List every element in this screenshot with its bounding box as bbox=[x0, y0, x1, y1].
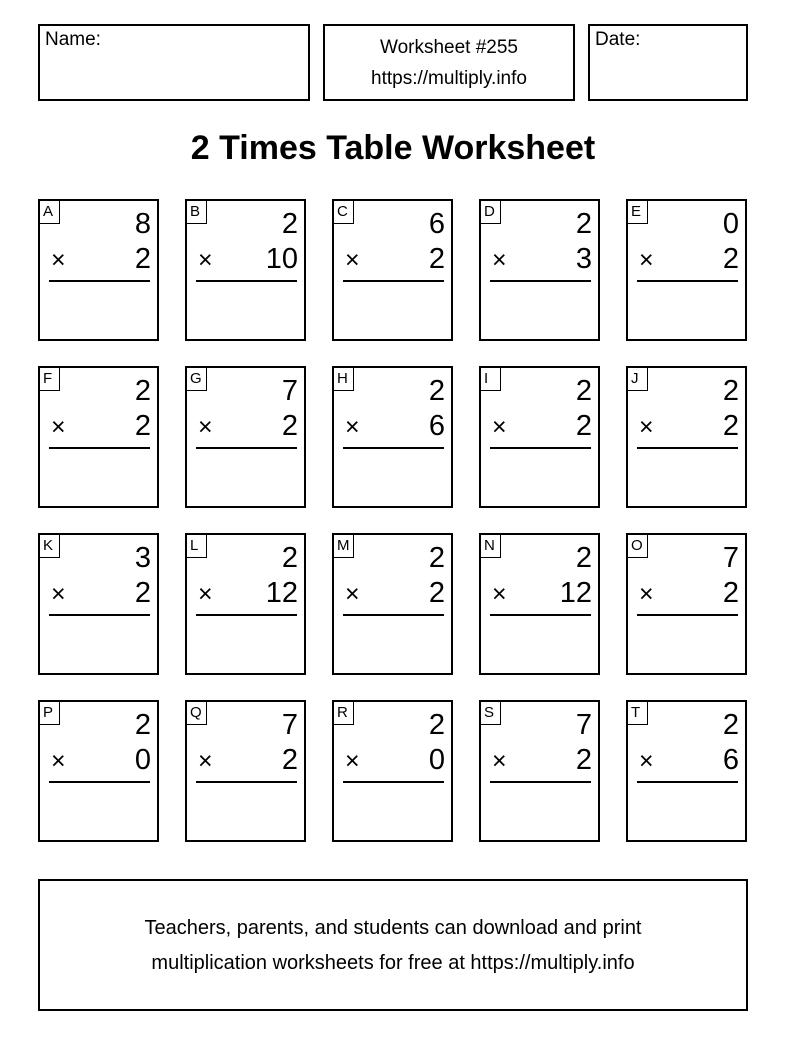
problem-bottom-number: 3 bbox=[575, 243, 592, 275]
answer-line bbox=[637, 447, 738, 449]
problem-box bbox=[626, 700, 747, 842]
problem-box bbox=[185, 366, 306, 508]
problem-letter: D bbox=[480, 200, 501, 224]
problem-box bbox=[38, 366, 159, 508]
problem-top-number: 2 bbox=[428, 375, 445, 407]
answer-line bbox=[49, 781, 150, 783]
multiply-sign: × bbox=[492, 580, 507, 608]
multiply-sign: × bbox=[198, 747, 213, 775]
answer-line bbox=[343, 781, 444, 783]
problem-letter: K bbox=[39, 534, 60, 558]
footer-box bbox=[38, 879, 748, 1011]
problem-top-number: 2 bbox=[575, 542, 592, 574]
answer-line bbox=[196, 781, 297, 783]
date-label: Date: bbox=[595, 29, 641, 50]
problem-bottom-number: 2 bbox=[428, 577, 445, 609]
multiply-sign: × bbox=[345, 246, 360, 274]
problem-top-number: 2 bbox=[722, 709, 739, 741]
problem-box bbox=[626, 199, 747, 341]
problem-bottom-number: 2 bbox=[134, 243, 151, 275]
problem-bottom-number: 10 bbox=[265, 243, 298, 275]
problem-bottom-number: 6 bbox=[428, 410, 445, 442]
multiply-sign: × bbox=[51, 580, 66, 608]
problem-bottom-number: 2 bbox=[575, 744, 592, 776]
problem-top-number: 8 bbox=[134, 208, 151, 240]
answer-line bbox=[637, 614, 738, 616]
problem-top-number: 2 bbox=[575, 208, 592, 240]
problem-top-number: 2 bbox=[428, 542, 445, 574]
answer-line bbox=[49, 614, 150, 616]
problem-letter: M bbox=[333, 534, 354, 558]
problem-letter: L bbox=[186, 534, 207, 558]
answer-line bbox=[490, 447, 591, 449]
date-field-box bbox=[588, 24, 748, 101]
problem-letter: J bbox=[627, 367, 648, 391]
answer-line bbox=[196, 447, 297, 449]
problem-top-number: 2 bbox=[281, 542, 298, 574]
problem-top-number: 2 bbox=[281, 208, 298, 240]
multiply-sign: × bbox=[198, 246, 213, 274]
answer-line bbox=[343, 447, 444, 449]
problem-bottom-number: 2 bbox=[134, 577, 151, 609]
problem-box bbox=[38, 700, 159, 842]
multiply-sign: × bbox=[639, 246, 654, 274]
multiply-sign: × bbox=[345, 413, 360, 441]
worksheet-info-box bbox=[323, 24, 575, 101]
problem-bottom-number: 2 bbox=[281, 410, 298, 442]
problem-box bbox=[479, 533, 600, 675]
page-title: 2 Times Table Worksheet bbox=[190, 129, 596, 167]
problem-top-number: 2 bbox=[428, 709, 445, 741]
multiply-sign: × bbox=[51, 747, 66, 775]
worksheet-number: Worksheet #255 bbox=[379, 37, 518, 58]
multiply-sign: × bbox=[639, 580, 654, 608]
problem-box bbox=[185, 199, 306, 341]
problem-letter: E bbox=[627, 200, 648, 224]
problem-top-number: 2 bbox=[134, 375, 151, 407]
problem-top-number: 0 bbox=[722, 208, 739, 240]
multiply-sign: × bbox=[639, 747, 654, 775]
problem-top-number: 7 bbox=[575, 709, 592, 741]
answer-line bbox=[343, 614, 444, 616]
problem-box bbox=[332, 199, 453, 341]
problem-letter: R bbox=[333, 701, 354, 725]
problem-box bbox=[38, 199, 159, 341]
problem-bottom-number: 12 bbox=[559, 577, 592, 609]
problem-top-number: 7 bbox=[722, 542, 739, 574]
problem-top-number: 3 bbox=[134, 542, 151, 574]
problem-box bbox=[185, 533, 306, 675]
problem-letter: B bbox=[186, 200, 207, 224]
problem-letter: F bbox=[39, 367, 60, 391]
problem-letter: N bbox=[480, 534, 501, 558]
problem-bottom-number: 12 bbox=[265, 577, 298, 609]
answer-line bbox=[490, 781, 591, 783]
problem-bottom-number: 2 bbox=[722, 410, 739, 442]
multiply-sign: × bbox=[345, 580, 360, 608]
answer-line bbox=[490, 614, 591, 616]
problem-letter: H bbox=[333, 367, 354, 391]
multiply-sign: × bbox=[492, 413, 507, 441]
problem-box bbox=[479, 199, 600, 341]
multiply-sign: × bbox=[345, 747, 360, 775]
problem-bottom-number: 2 bbox=[722, 243, 739, 275]
name-label: Name: bbox=[45, 29, 101, 50]
problem-box bbox=[479, 700, 600, 842]
problem-top-number: 2 bbox=[722, 375, 739, 407]
problem-box bbox=[479, 366, 600, 508]
problem-bottom-number: 0 bbox=[134, 744, 151, 776]
footer-text-line-2: multiplication worksheets for free at https://multiply.info bbox=[151, 952, 635, 974]
answer-line bbox=[196, 614, 297, 616]
problem-top-number: 2 bbox=[134, 709, 151, 741]
multiply-sign: × bbox=[198, 580, 213, 608]
answer-line bbox=[196, 280, 297, 282]
problem-box bbox=[626, 533, 747, 675]
website-url: https://multiply.info bbox=[371, 68, 527, 89]
problem-letter: Q bbox=[186, 701, 207, 725]
problem-box bbox=[38, 533, 159, 675]
multiply-sign: × bbox=[639, 413, 654, 441]
problem-box bbox=[626, 366, 747, 508]
problem-bottom-number: 2 bbox=[428, 243, 445, 275]
name-field-box bbox=[38, 24, 310, 101]
problem-letter: S bbox=[480, 701, 501, 725]
multiply-sign: × bbox=[51, 246, 66, 274]
problem-box bbox=[332, 366, 453, 508]
answer-line bbox=[637, 781, 738, 783]
multiply-sign: × bbox=[198, 413, 213, 441]
problem-letter: T bbox=[627, 701, 648, 725]
problem-letter: C bbox=[333, 200, 354, 224]
problem-top-number: 6 bbox=[428, 208, 445, 240]
problem-bottom-number: 2 bbox=[722, 577, 739, 609]
problem-top-number: 7 bbox=[281, 375, 298, 407]
problem-bottom-number: 2 bbox=[134, 410, 151, 442]
problem-letter: I bbox=[480, 367, 501, 391]
problem-bottom-number: 6 bbox=[722, 744, 739, 776]
problem-box bbox=[332, 533, 453, 675]
multiply-sign: × bbox=[51, 413, 66, 441]
answer-line bbox=[49, 280, 150, 282]
footer-text-line-1: Teachers, parents, and students can download and print bbox=[144, 917, 642, 939]
answer-line bbox=[637, 280, 738, 282]
problem-box bbox=[332, 700, 453, 842]
problem-bottom-number: 2 bbox=[281, 744, 298, 776]
problem-letter: A bbox=[39, 200, 60, 224]
answer-line bbox=[343, 280, 444, 282]
answer-line bbox=[49, 447, 150, 449]
problem-letter: O bbox=[627, 534, 648, 558]
problem-top-number: 7 bbox=[281, 709, 298, 741]
problem-bottom-number: 2 bbox=[575, 410, 592, 442]
multiply-sign: × bbox=[492, 747, 507, 775]
problem-box bbox=[185, 700, 306, 842]
problem-top-number: 2 bbox=[575, 375, 592, 407]
problem-letter: P bbox=[39, 701, 60, 725]
multiply-sign: × bbox=[492, 246, 507, 274]
answer-line bbox=[490, 280, 591, 282]
problem-letter: G bbox=[186, 367, 207, 391]
problem-bottom-number: 0 bbox=[428, 744, 445, 776]
